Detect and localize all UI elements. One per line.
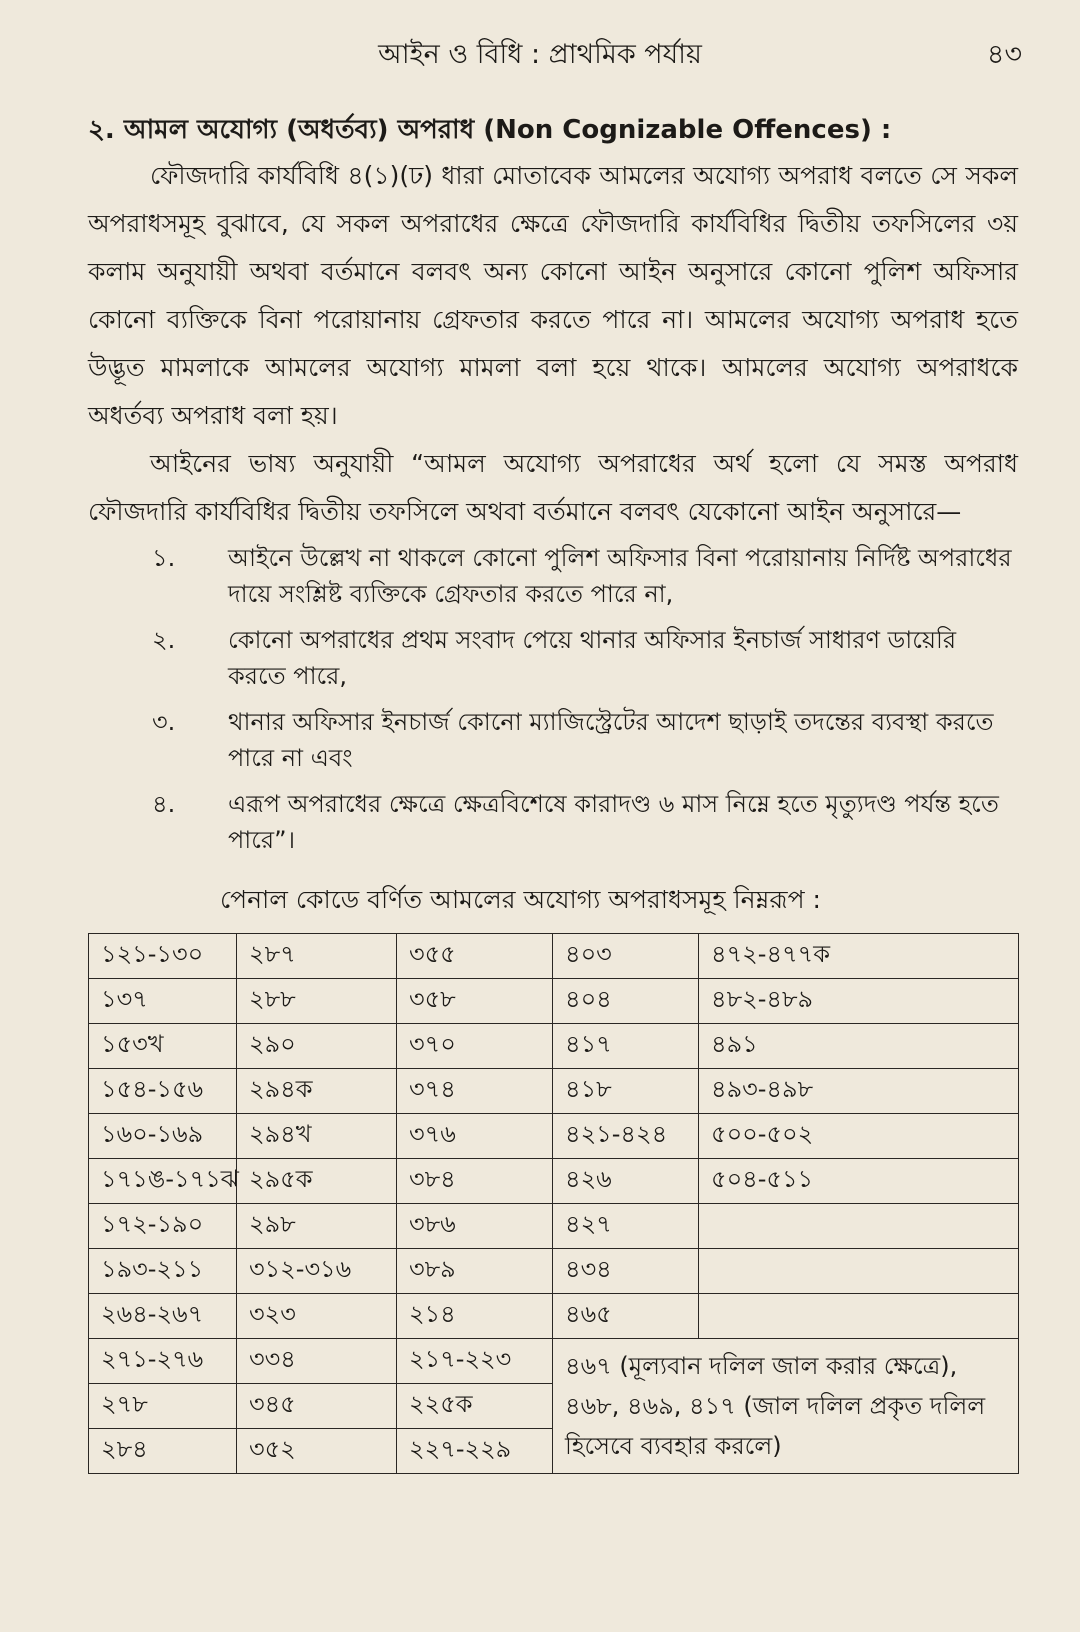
- table-cell: ২১৭-২২৩: [397, 1339, 553, 1384]
- table-cell: ৫০৪-৫১১: [699, 1159, 1019, 1204]
- table-row: [89, 1204, 1019, 1249]
- running-title: আইন ও বিধি : প্রাথমিক পর্যায়: [378, 39, 702, 70]
- table-cell: ২৮৭: [237, 934, 397, 979]
- table-cell: ৪৬৫: [553, 1294, 699, 1339]
- conditions-list: [88, 540, 1018, 858]
- table-cell: ২৮৮: [237, 979, 397, 1024]
- table-row: [89, 979, 1019, 1024]
- table-cell: ১৬০-১৬৯: [89, 1114, 237, 1159]
- table-cell: ২৯৪খ: [237, 1114, 397, 1159]
- list-item: [88, 622, 1018, 694]
- table-cell: ২৮৪: [89, 1429, 237, 1474]
- table-cell: ২৬৪-২৬৭: [89, 1294, 237, 1339]
- table-cell: ৪০৪: [553, 979, 699, 1024]
- list-text: কোনো অপরাধের প্রথম সংবাদ পেয়ে থানার অফিসার ইনচার্জ সাধারণ ডায়েরি করতে পারে,: [228, 626, 957, 690]
- table-cell: ৫০০-৫০২: [699, 1114, 1019, 1159]
- table-cell: [699, 1294, 1019, 1339]
- table-row: [89, 1114, 1019, 1159]
- table-cell: ৩৮৪: [397, 1159, 553, 1204]
- table-cell: ৩৫৮: [397, 979, 553, 1024]
- list-number: ১.: [152, 544, 176, 572]
- table-cell: ২৯৫ক: [237, 1159, 397, 1204]
- list-number: ৪.: [152, 790, 176, 818]
- offence-table-body: [89, 934, 1019, 1474]
- list-number: ২.: [152, 626, 176, 654]
- table-cell: ৪২৭: [553, 1204, 699, 1249]
- table-cell: ৩১২-৩১৬: [237, 1249, 397, 1294]
- table-note-cell: ৪৬৭ (মূল্যবান দলিল জাল করার ক্ষেত্রে), ৪৬৮, ৪৬৯, ৪১৭ (জাল দলিল প্রকৃত দলিল হিসেবে ব্যবহার করলে): [553, 1339, 1019, 1474]
- table-cell: ১৭২-১৯০: [89, 1204, 237, 1249]
- table-cell: ৩৭৪: [397, 1069, 553, 1114]
- table-cell: ৩৭৬: [397, 1114, 553, 1159]
- table-cell: ২৯০: [237, 1024, 397, 1069]
- table-row: [89, 1159, 1019, 1204]
- list-text: থানার অফিসার ইনচার্জ কোনো ম্যাজিস্ট্রেটের আদেশ ছাড়াই তদন্তের ব্যবস্থা করতে পারে না এবং: [228, 708, 994, 772]
- table-cell: ৩৭০: [397, 1024, 553, 1069]
- page-number: ৪৩: [986, 39, 1022, 70]
- table-cell: ৪৯৩-৪৯৮: [699, 1069, 1019, 1114]
- list-text: এরূপ অপরাধের ক্ষেত্রে ক্ষেত্রবিশেষে কারাদণ্ড ৬ মাস নিম্নে হতে মৃত্যুদণ্ড পর্যন্ত হতে পারে”।: [228, 790, 999, 854]
- table-row: [89, 1339, 1019, 1384]
- list-item: [88, 786, 1018, 858]
- offence-sections-table: [88, 933, 1019, 1474]
- section-heading: ২. আমল অযোগ্য (অধর্তব্য) অপরাধ (Non Cognizable Offences) :: [88, 115, 892, 145]
- page-content: [88, 108, 1018, 1474]
- table-cell: ৩৮৬: [397, 1204, 553, 1249]
- table-cell: ৩৮৯: [397, 1249, 553, 1294]
- table-cell: ১৫৪-১৫৬: [89, 1069, 237, 1114]
- table-cell: ৪৩৪: [553, 1249, 699, 1294]
- table-cell: ৩৫৫: [397, 934, 553, 979]
- table-cell: ৪৭২-৪৭৭ক: [699, 934, 1019, 979]
- table-cell: ৩৪৫: [237, 1384, 397, 1429]
- table-cell: ২২৭-২২৯: [397, 1429, 553, 1474]
- table-cell: ১২১-১৩০: [89, 934, 237, 979]
- table-cell: ২১৪: [397, 1294, 553, 1339]
- running-head: [0, 30, 1080, 74]
- list-item: [88, 540, 1018, 612]
- table-cell: ৪১৮: [553, 1069, 699, 1114]
- table-cell: ১৯৩-২১১: [89, 1249, 237, 1294]
- paragraph-legal-text: আইনের ভাষ্য অনুযায়ী “আমল অযোগ্য অপরাধের অর্থ হলো যে সমস্ত অপরাধ ফৌজদারি কার্যবিধির দ্বিতীয় তফসিলে অথবা বর্তমানে বলবৎ যেকোনো আইন অনুসারে—: [88, 449, 1018, 526]
- table-cell: ৪৯১: [699, 1024, 1019, 1069]
- table-row: [89, 1249, 1019, 1294]
- table-cell: ৩৫২: [237, 1429, 397, 1474]
- table-row: [89, 1294, 1019, 1339]
- table-row: [89, 1069, 1019, 1114]
- table-cell: ৩২৩: [237, 1294, 397, 1339]
- list-number: ৩.: [152, 708, 176, 736]
- table-row: [89, 934, 1019, 979]
- table-row: [89, 1024, 1019, 1069]
- table-cell: [699, 1249, 1019, 1294]
- table-caption: পেনাল কোডে বর্ণিত আমলের অযোগ্য অপরাধসমূহ নিম্নরূপ :: [220, 885, 821, 914]
- table-cell: ১৫৩খ: [89, 1024, 237, 1069]
- table-cell: ৪১৭: [553, 1024, 699, 1069]
- table-cell: ২৯৮: [237, 1204, 397, 1249]
- table-cell: ২২৫ক: [397, 1384, 553, 1429]
- table-cell: ১৩৭: [89, 979, 237, 1024]
- paragraph-definition: ফৌজদারি কার্যবিধি ৪(১)(ঢ) ধারা মোতাবেক আমলের অযোগ্য অপরাধ বলতে সে সকল অপরাধসমূহ বুঝাবে, যে সকল অপরাধের ক্ষেত্রে ফৌজদারি কার্যবিধির দ্বিতীয় তফসিলের ৩য় কলাম অনুযায়ী অথবা বর্তমানে বলবৎ অন্য কোনো আইন অনুসারে কোনো পুলিশ অফিসার কোনো ব্যক্তিকে বিনা পরোয়ানায় গ্রেফতার করতে পারে না। আমলের অযোগ্য অপরাধ হতে উদ্ভূত মামলাকে আমলের অযোগ্য মামলা বলা হয়ে থাকে। আমলের অযোগ্য অপরাধকে অধর্তব্য অপরাধ বলা হয়।: [88, 161, 1018, 430]
- table-cell: ২৭১-২৭৬: [89, 1339, 237, 1384]
- table-cell: ৪২১-৪২৪: [553, 1114, 699, 1159]
- list-item: [88, 704, 1018, 776]
- table-cell: ১৭১ঙ-১৭১ঝ: [89, 1159, 237, 1204]
- table-cell: ২৭৮: [89, 1384, 237, 1429]
- table-cell: ২৯৪ক: [237, 1069, 397, 1114]
- table-cell: ৪০৩: [553, 934, 699, 979]
- table-cell: ৪২৬: [553, 1159, 699, 1204]
- table-cell: ৪৮২-৪৮৯: [699, 979, 1019, 1024]
- table-cell: [699, 1204, 1019, 1249]
- table-cell: ৩৩৪: [237, 1339, 397, 1384]
- list-text: আইনে উল্লেখ না থাকলে কোনো পুলিশ অফিসার বিনা পরোয়ানায় নির্দিষ্ট অপরাধের দায়ে সংশ্লিষ্ট ব্যক্তিকে গ্রেফতার করতে পারে না,: [228, 544, 1012, 608]
